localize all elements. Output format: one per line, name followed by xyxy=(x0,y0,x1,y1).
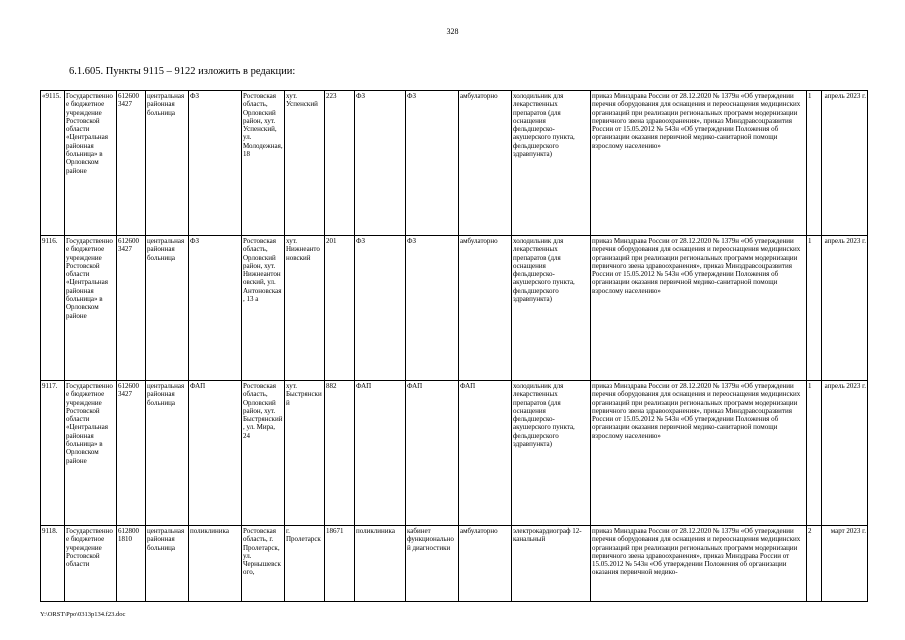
date-cell: март 2023 г. xyxy=(822,526,868,602)
type-cell: ФАП xyxy=(189,381,242,526)
type2-cell: ФЗ xyxy=(355,236,406,381)
address-cell: Ростовская область, Орловский район, хут. Быстрянский, ул. Мира, 24 xyxy=(242,381,285,526)
address-cell: Ростовская область, г. Пролетарск, ул. Чернышевского, xyxy=(242,526,285,602)
organization-cell: Государственное бюджетное учреждение Ростовской области «Центральная районная больница» в Орловском районе xyxy=(65,91,117,236)
address-cell: Ростовская область, Орловский район, хут. Нижнеантоновский, ул. Антоновская, 13 а xyxy=(242,236,285,381)
code-cell: 612600 3427 xyxy=(117,236,146,381)
table-row xyxy=(41,526,868,602)
code-cell: 612800 1810 xyxy=(117,526,146,602)
quantity-cell: 1 xyxy=(807,91,822,236)
population-cell: 201 xyxy=(325,236,355,381)
row-number: 9116. xyxy=(41,236,65,381)
equipment-cell: электрокардиограф 12-канальный xyxy=(512,526,591,602)
facility-cell: центральная районная больница xyxy=(146,236,189,381)
equipment-table xyxy=(40,90,868,602)
organization-cell: Государственное бюджетное учреждение Ростовской области «Центральная районная больница» в Орловском районе xyxy=(65,381,117,526)
population-cell: 882 xyxy=(325,381,355,526)
date-cell: апрель 2023 г. xyxy=(822,91,868,236)
type-cell: ФЗ xyxy=(189,236,242,381)
row-number: 9118. xyxy=(41,526,65,602)
organization-cell: Государственное бюджетное учреждение Ростовской области «Центральная районная больница» в Орловском районе xyxy=(65,236,117,381)
page-number: 328 xyxy=(446,27,459,36)
settlement-cell: хут. Быстрянский xyxy=(285,381,325,526)
organization-cell: Государственное бюджетное учреждение Ростовской области xyxy=(65,526,117,602)
quantity-cell: 1 xyxy=(807,236,822,381)
population-cell: 223 xyxy=(325,91,355,236)
care-cell: амбулаторно xyxy=(459,91,512,236)
care-cell: ФАП xyxy=(459,381,512,526)
facility-cell: центральная районная больница xyxy=(146,526,189,602)
table-row xyxy=(41,381,868,526)
facility-cell: центральная районная больница xyxy=(146,91,189,236)
basis-cell: приказ Минздрава России от 28.12.2020 № 1379н «Об утверждении перечня оборудования для оснащения и переоснащения медицинских организаций при реализации региональных программ модернизации первичного звена здравоохранения», приказ Минздравсоцразвития России от 15.05.2012 № 543н «Об утверждении Положения об организации оказания первичной медико-санитарной помощи взрослому населению» xyxy=(591,91,807,236)
type3-cell: кабинет функциональной диагностики xyxy=(406,526,459,602)
date-cell: апрель 2023 г. xyxy=(822,236,868,381)
table-row xyxy=(41,236,868,381)
equipment-cell: холодильник для лекарственных препаратов (для оснащения фельдшерско-акушерского пункта, фельдшерского здравпункта) xyxy=(512,381,591,526)
type3-cell: ФЗ xyxy=(406,91,459,236)
facility-cell: центральная районная больница xyxy=(146,381,189,526)
code-cell: 612600 3427 xyxy=(117,91,146,236)
type2-cell: поликлиника xyxy=(355,526,406,602)
row-number: «9115. xyxy=(41,91,65,236)
quantity-cell: 2 xyxy=(807,526,822,602)
equipment-cell: холодильник для лекарственных препаратов (для оснащения фельдшерско-акушерского пункта, фельдшерского здравпункта) xyxy=(512,91,591,236)
basis-cell: приказ Минздрава России от 28.12.2020 № 1379н «Об утверждении перечня оборудования для оснащения и переоснащения медицинских организаций при реализации региональных программ модернизации первичного звена здравоохранения», приказ Минздрава России от 15.05.2012 № 543н «Об утверждении Положения об организации оказания первичной медико- xyxy=(591,526,807,602)
population-cell: 18671 xyxy=(325,526,355,602)
type2-cell: ФЗ xyxy=(355,91,406,236)
care-cell: амбулаторно xyxy=(459,526,512,602)
settlement-cell: хут. Нижнеантоновский xyxy=(285,236,325,381)
code-cell: 612600 3427 xyxy=(117,381,146,526)
basis-cell: приказ Минздрава России от 28.12.2020 № 1379н «Об утверждении перечня оборудования для оснащения и переоснащения медицинских организаций при реализации региональных программ модернизации первичного звена здравоохранения», приказ Минздравсоцразвития России от 15.05.2012 № 543н «Об утверждении Положения об организации оказания первичной медико-санитарной помощи взрослому населению» xyxy=(591,381,807,526)
row-number: 9117. xyxy=(41,381,65,526)
type-cell: поликлиника xyxy=(189,526,242,602)
settlement-cell: г. Пролетарск xyxy=(285,526,325,602)
basis-cell: приказ Минздрава России от 28.12.2020 № 1379н «Об утверждении перечня оборудования для оснащения и переоснащения медицинских организаций при реализации региональных программ модернизации первичного звена здравоохранения», приказ Минздравсоцразвития России от 15.05.2012 № 543н «Об утверждении Положения об организации оказания первичной медико-санитарной помощи взрослому населению» xyxy=(591,236,807,381)
care-cell: амбулаторно xyxy=(459,236,512,381)
type3-cell: ФЗ xyxy=(406,236,459,381)
quantity-cell: 1 xyxy=(807,381,822,526)
table-row xyxy=(41,91,868,236)
type-cell: ФЗ xyxy=(189,91,242,236)
date-cell: апрель 2023 г. xyxy=(822,381,868,526)
type2-cell: ФАП xyxy=(355,381,406,526)
settlement-cell: хут. Успенский xyxy=(285,91,325,236)
file-path-footer: Y:\ORST\Ppo\0313p134.f23.doc xyxy=(40,611,126,618)
section-heading: 6.1.605. Пункты 9115 – 9122 изложить в редакции: xyxy=(69,66,296,77)
address-cell: Ростовская область, Орловский район, хут. Успенский, ул. Молодежная, 18 xyxy=(242,91,285,236)
type3-cell: ФАП xyxy=(406,381,459,526)
equipment-cell: холодильник для лекарственных препаратов (для оснащения фельдшерско-акушерского пункта, фельдшерского здравпункта) xyxy=(512,236,591,381)
